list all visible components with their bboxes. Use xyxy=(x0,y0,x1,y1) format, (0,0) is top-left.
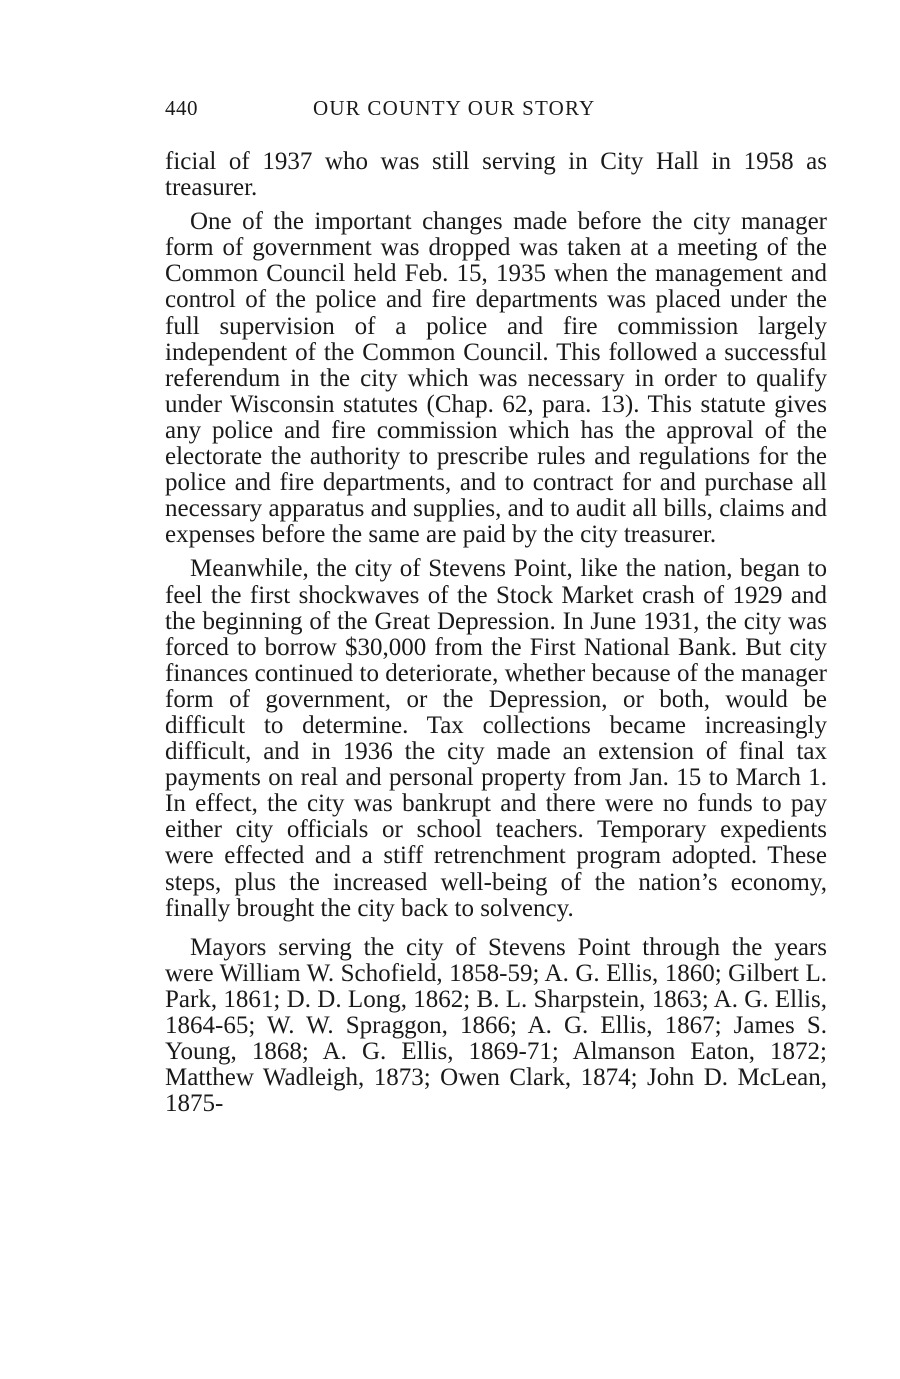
paragraph-great-depression: Meanwhile, the city of Stevens Point, like the nation, began to feel the first shockwaves of the Stock Market crash of 1929 and the beginning of the Great Depression. In June 1931, the city was forced to borrow $30,000 from the First National Bank. But city finances continued to deteriorate, whether because of the manager form of government, or the Depression, or both, would be difficult to determine. Tax collections became increasingly difficult, and in 1936 the city made an extension of final tax payments on real and personal property from Jan. 15 to March 1. In effect, the city was bankrupt and there were no funds to pay either city officials or school teachers. Temporary expedients were effected and a stiff retrenchment program adopted. These steps, plus the increased well-being of the nation’s economy, finally brought the city back to solvency. xyxy=(165,555,827,922)
paragraph-police-fire-commission: One of the important changes made before the city manager form of government was dropped was taken at a meeting of the Common Council held Feb. 15, 1935 when the management and control of the police and fire departments was placed under the full supervision of a police and fire commission largely independent of the Common Council. This followed a successful referendum in the city which was necessary in order to qualify under Wisconsin statutes (Chap. 62, para. 13). This statute gives any police and fire commission which has the approval of the electorate the authority to prescribe rules and regulations for the police and fire departments, and to contract for and purchase all necessary apparatus and supplies, and to audit all bills, claims and expenses before the same are paid by the city treasurer. xyxy=(165,208,827,549)
running-header xyxy=(165,96,827,126)
paragraph-continued: ficial of 1937 who was still serving in City Hall in 1958 as treasurer. xyxy=(165,148,827,202)
page-number: 440 xyxy=(165,96,198,120)
body-text xyxy=(165,149,827,1117)
paragraph-mayors-list: Mayors serving the city of Stevens Point through the years were William W. Schofield, 1858-59; A. G. Ellis, 1860; Gilbert L. Park, 1861; D. D. Long, 1862; B. L. Sharpstein, 1863; A. G. Ellis, 1864-65; W. W. Spraggon, 1866; A. G. Ellis, 1867; James S. Young, 1868; A. G. Ellis, 1869-71; Almanson Eaton, 1872; Matthew Wadleigh, 1873; Owen Clark, 1874; John D. McLean, 1875- xyxy=(165,933,827,1118)
book-page xyxy=(165,96,827,1117)
running-title: OUR COUNTY OUR STORY xyxy=(313,96,596,120)
